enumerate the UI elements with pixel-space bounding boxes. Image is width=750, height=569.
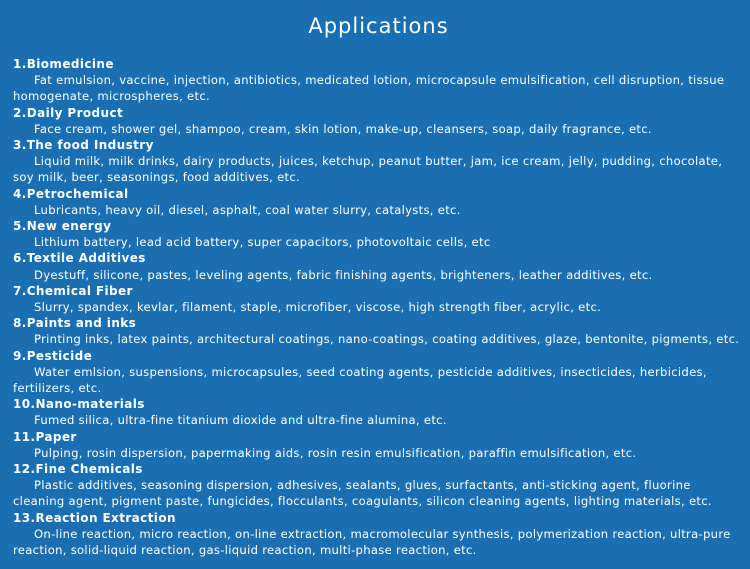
application-heading: 8.Paints and inks (13, 316, 137, 331)
application-description: Slurry, spandex, kevlar, filament, staple, microfiber, viscose, high strength fiber, acrylic, etc. (34, 300, 602, 315)
application-description: Printing inks, latex paints, architectural coatings, nano-coatings, coating additives, glaze, bentonite, pigments, etc. (34, 332, 740, 347)
application-heading: 11.Paper (13, 429, 77, 444)
application-description: Lithium battery, lead acid battery, super capacitors, photovoltaic cells, etc (34, 235, 491, 250)
application-heading: 5.New energy (13, 219, 112, 234)
application-heading: 10.Nano-materials (13, 397, 145, 412)
application-item (13, 348, 744, 397)
application-item (13, 250, 744, 282)
application-item (13, 105, 744, 137)
application-description: Liquid milk, milk drinks, dairy products, juices, ketchup, peanut butter, jam, ice cream, jelly, pudding, chocolate, soy milk, beer, seasonings, food additives, etc. (13, 154, 723, 185)
application-description: Lubricants, heavy oil, diesel, asphalt, coal water slurry, catalysts, etc. (34, 202, 461, 217)
application-description: On-line reaction, micro reaction, on-line extraction, macromolecular synthesis, polymerization reaction, ultra-pure reaction, solid-liquid reaction, gas-liquid reaction, multi-phase reaction, etc. (13, 526, 731, 558)
application-item (13, 137, 744, 186)
application-item (13, 429, 744, 461)
application-item (13, 56, 744, 105)
application-description: Water emlsion, suspensions, microcapsules, seed coating agents, pesticide additives, insecticides, herbicides, fertilizers, etc. (13, 364, 707, 396)
applications-list (13, 56, 744, 558)
application-item (13, 461, 744, 510)
application-item (13, 218, 744, 250)
application-description: Fumed silica, ultra-fine titanium dioxide and ultra-fine alumina, etc. (34, 413, 447, 428)
application-item (13, 283, 744, 315)
application-heading: 7.Chemical Fiber (13, 283, 133, 298)
application-item (13, 510, 744, 559)
application-heading: 9.Pesticide (13, 348, 93, 363)
page-title: Applications (308, 14, 449, 38)
application-heading: 13.Reaction Extraction (13, 510, 176, 525)
application-description: Plastic additives, seasoning dispersion, adhesives, sealants, glues, surfactants, anti-sticking agent, fluorine cleaning agent, pigment paste, fungicides, flocculants, coagulants, silicon cleaning agents, lighting materials, etc. (13, 478, 712, 509)
application-item (13, 396, 744, 428)
application-heading: 6.Textile Additives (13, 251, 146, 266)
application-heading: 4.Petrochemical (13, 186, 129, 201)
application-heading: 2.Daily Product (13, 105, 124, 120)
application-description: Face cream, shower gel, shampoo, cream, skin lotion, make-up, cleansers, soap, daily fragrance, etc. (34, 121, 652, 136)
application-description: Dyestuff, silicone, pastes, leveling agents, fabric finishing agents, brighteners, leather additives, etc. (34, 267, 653, 282)
application-heading: 12.Fine Chemicals (13, 462, 143, 477)
application-item (13, 315, 744, 347)
application-heading: 3.The food Industry (13, 138, 154, 153)
application-item (13, 186, 744, 218)
application-description: Fat emulsion, vaccine, injection, antibiotics, medicated lotion, microcapsule emulsification, cell disruption, tissue homogenate, microspheres, etc. (13, 73, 725, 104)
application-description: Pulping, rosin dispersion, papermaking aids, rosin resin emulsification, paraffin emulsification, etc. (34, 445, 637, 460)
application-heading: 1.Biomedicine (13, 57, 114, 71)
